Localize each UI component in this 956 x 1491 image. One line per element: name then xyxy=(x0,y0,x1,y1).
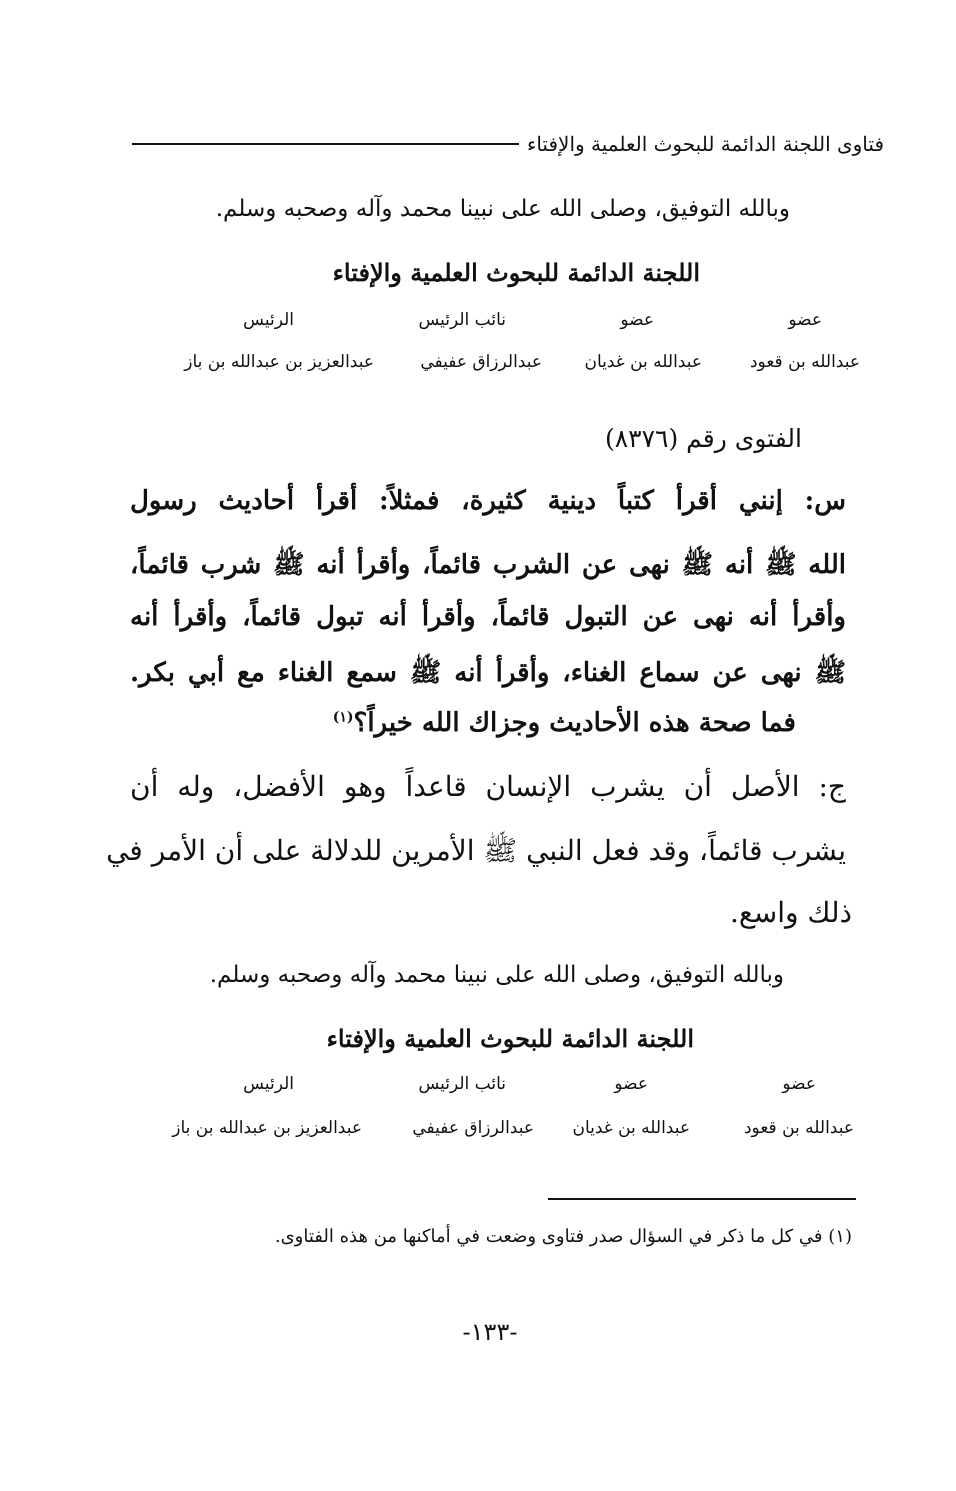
answer-line-3: ذلك واسع. xyxy=(729,896,852,929)
closing-line-2: وبالله التوفيق، وصلى الله على نبينا محمد وآله وصحبه وسلم. xyxy=(209,962,784,988)
signatory-names xyxy=(140,352,860,382)
name-member-2b: عبدالله بن غديان xyxy=(572,1118,690,1138)
closing-line: وبالله التوفيق، وصلى الله على نبينا محمد وآله وصحبه وسلم. xyxy=(215,196,790,222)
question-line-1: س: إنني أقرأ كتباً دينية كثيرة، فمثلاً: أقرأ أحاديث رسول xyxy=(130,486,846,516)
name-vice-president: عبدالرزاق عفيفي xyxy=(420,352,542,372)
name-member-1: عبدالله بن قعود xyxy=(749,352,860,372)
role-president: الرئيس xyxy=(243,310,294,330)
name-member-2: عبدالله بن غديان xyxy=(584,352,702,372)
signatory-roles-2 xyxy=(140,1074,860,1102)
header-rule xyxy=(132,143,519,145)
page-number: -١٣٣- xyxy=(462,1318,518,1346)
answer-line-2: يشرب قائماً، وقد فعل النبي ﷺ الأمرين للدلالة على أن الأمر في xyxy=(106,834,846,867)
role-member-2b: عضو xyxy=(614,1074,648,1094)
name-member-1b: عبدالله بن قعود xyxy=(743,1118,854,1138)
name-president-b: عبدالعزيز بن عبدالله بن باز xyxy=(172,1118,362,1138)
role-member-1b: عضو xyxy=(782,1074,816,1094)
committee-name-2: اللجنة الدائمة للبحوث العلمية والإفتاء xyxy=(326,1024,694,1053)
committee-name: اللجنة الدائمة للبحوث العلمية والإفتاء xyxy=(332,258,700,287)
role-president-b: الرئيس xyxy=(243,1074,294,1094)
footnote: (١) في كل ما ذكر في السؤال صدر فتاوى وضعت في أماكنها من هذه الفتاوى. xyxy=(274,1226,852,1247)
role-vice-president: نائب الرئيس xyxy=(418,310,506,330)
role-member-1: عضو xyxy=(788,310,822,330)
question-line-3: وأقرأ أنه نهى عن التبول قائماً، وأقرأ أنه تبول قائماً، وأقرأ أنه xyxy=(130,602,846,632)
question-line-5-text: فما صحة هذه الأحاديث وجزاك الله خيراً؟ xyxy=(353,708,796,738)
running-header xyxy=(132,124,884,164)
question-line-4: ﷺ نهى عن سماع الغناء، وأقرأ أنه ﷺ سمع الغناء مع أبي بكر. xyxy=(130,658,846,688)
running-title: فتاوى اللجنة الدائمة للبحوث العلمية والإفتاء xyxy=(526,132,884,156)
question-line-2: الله ﷺ أنه ﷺ نهى عن الشرب قائماً، وأقرأ أنه ﷺ شرب قائماً، xyxy=(130,550,846,580)
footnote-rule xyxy=(548,1198,856,1200)
fatwa-number: الفتوى رقم (٨٣٧٦) xyxy=(604,424,802,453)
footnote-marker: (١) xyxy=(332,709,354,726)
role-vice-president-b: نائب الرئيس xyxy=(418,1074,506,1094)
role-member-2: عضو xyxy=(620,310,654,330)
answer-line-1: ج: الأصل أن يشرب الإنسان قاعداً وهو الأفضل، وله أن xyxy=(130,770,846,803)
question-line-5 xyxy=(333,708,796,738)
name-vice-president-b: عبدالرزاق عفيفي xyxy=(412,1118,534,1138)
signatory-names-2 xyxy=(140,1118,860,1148)
name-president: عبدالعزيز بن عبدالله بن باز xyxy=(184,352,374,372)
signatory-roles xyxy=(140,310,860,338)
